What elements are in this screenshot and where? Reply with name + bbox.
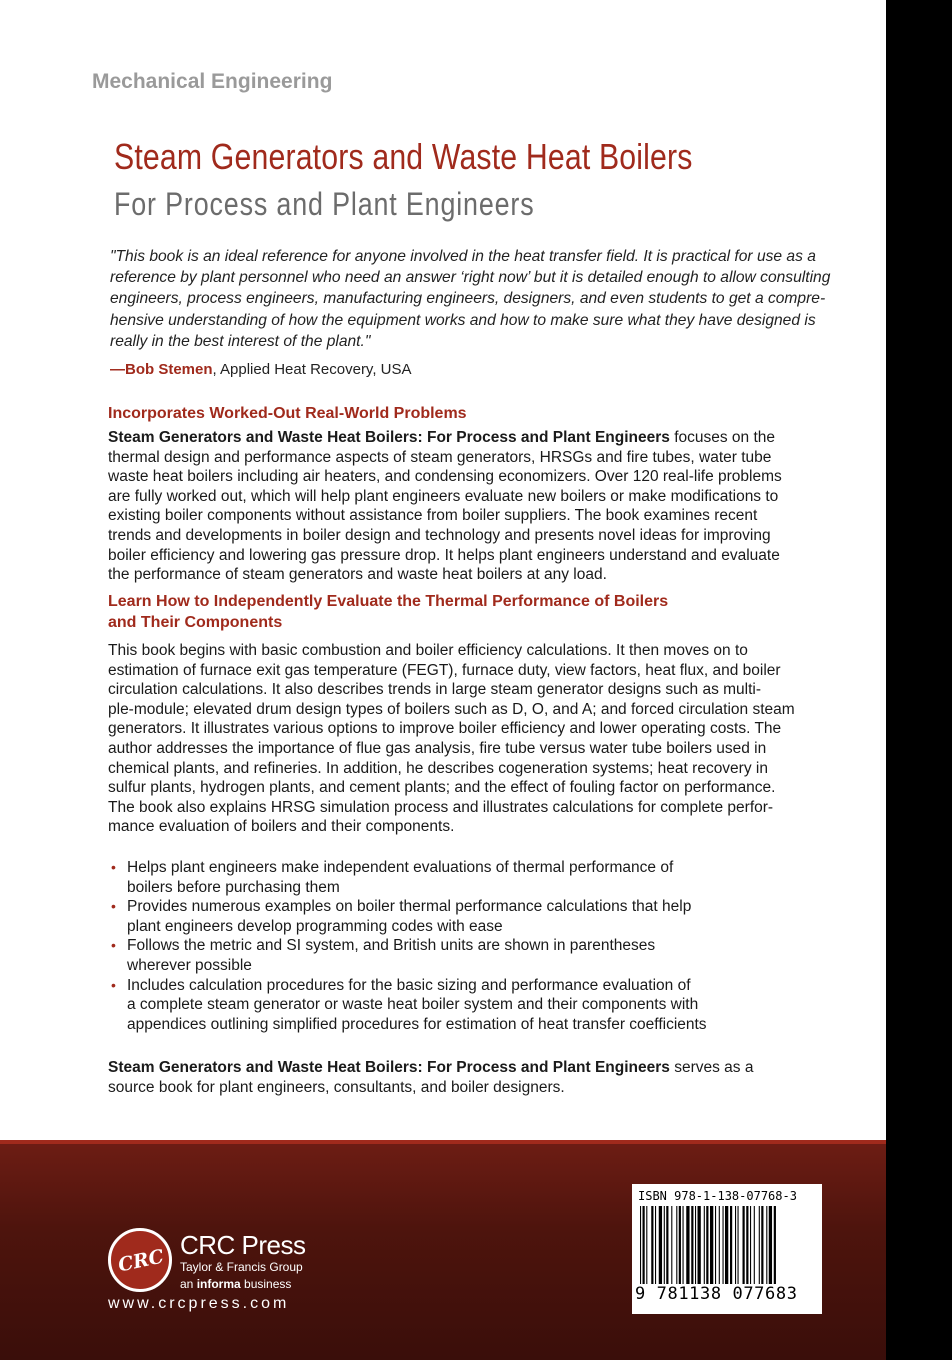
para-line: author addresses the importance of flue gas analysis, fire tube versus water tube boilers used in [108, 739, 767, 757]
para-line: circulation calculations. It also describes trends in large steam generator designs such as multi- [108, 681, 762, 699]
bullet-line: wherever possible [127, 956, 252, 974]
barcode-bar [769, 1206, 772, 1284]
barcode-bar [651, 1206, 653, 1284]
scan-edge [886, 0, 952, 1360]
bullet-line: Includes calculation procedures for the basic sizing and performance evaluation of [127, 976, 691, 994]
barcode-bar [710, 1206, 713, 1284]
barcode-bar [754, 1206, 755, 1284]
barcode-bar [759, 1206, 760, 1284]
bullet-line: appendices outlining simplified procedures for estimation of heat transfer coefficients [127, 1015, 707, 1033]
tagline-suffix: business [240, 1277, 292, 1291]
barcode-bar [743, 1206, 745, 1284]
publisher-website: www.crcpress.com [108, 1295, 290, 1312]
barcode-bar [643, 1206, 645, 1284]
heading-line: and Their Components [108, 614, 283, 631]
barcode-bar [686, 1206, 689, 1284]
quote-line: reference by plant personnel who need an answer ‘right now’ but it is detailed enough to allow consulting [110, 269, 831, 287]
barcode-bar [719, 1206, 720, 1284]
section2-paragraph [108, 641, 848, 837]
closing-paragraph [108, 1058, 848, 1097]
isbn-label: ISBN 978-1-138-07768-3 [638, 1189, 797, 1203]
book-title: Steam Generators and Waste Heat Boilers [114, 136, 693, 177]
category-label: Mechanical Engineering [92, 70, 333, 93]
quote-line: engineers, process engineers, manufacturing engineers, designers, and even students to get a compre- [110, 290, 826, 308]
bullet-line: Helps plant engineers make independent evaluations of thermal performance of [127, 859, 674, 876]
para-line: trends and developments in boiler design and technology and presents novel ideas for improving [108, 526, 771, 544]
section1-paragraph [108, 428, 848, 585]
para-line: mance evaluation of boilers and their components. [108, 818, 455, 836]
para-line: the performance of steam generators and waste heat boilers at any load. [108, 566, 607, 584]
barcode-bar [683, 1206, 684, 1284]
para-line: boiler efficiency and lowering gas pressure drop. It helps plant engineers understand and evaluate [108, 546, 780, 564]
informa-tagline [180, 1277, 291, 1291]
barcode-bars [640, 1206, 814, 1286]
barcode-bar [704, 1206, 705, 1284]
quote-line: "This book is an ideal reference for anyone involved in the heat transfer field. It is practical for use as a [110, 248, 816, 265]
bullet-line: boilers before purchasing them [127, 878, 340, 896]
para-line [108, 428, 848, 448]
quote-attribution [110, 361, 412, 378]
bullet-line: a complete steam generator or waste heat boiler system and their components with [127, 996, 699, 1014]
para-text: serves as a [669, 1059, 754, 1076]
book-title-bold: Steam Generators and Waste Heat Boilers: For Process and Plant Engineers [108, 429, 670, 446]
bullet-line: plant engineers develop programming codes with ease [127, 917, 503, 935]
para-line: chemical plants, and refineries. In addition, he describes cogeneration systems; heat recovery in [108, 759, 768, 777]
bullet-icon: • [111, 898, 116, 915]
bullet-line: Follows the metric and SI system, and British units are shown in parentheses [127, 937, 656, 955]
barcode-bar [666, 1206, 668, 1284]
footer-divider [0, 1140, 886, 1144]
barcode-bar [715, 1206, 716, 1284]
barcode-bar [671, 1206, 672, 1284]
para-line: The book also explains HRSG simulation process and illustrates calculations for complete perfor- [108, 798, 774, 816]
barcode-bar [695, 1206, 696, 1284]
bullet-line: Provides numerous examples on boiler thermal performance calculations that help [127, 898, 692, 916]
barcode-bar [766, 1206, 767, 1284]
book-subtitle: For Process and Plant Engineers [114, 186, 535, 222]
barcode-bar [761, 1206, 763, 1284]
book-title-bold: Steam Generators and Waste Heat Boilers: For Process and Plant Engineers [108, 1059, 670, 1076]
para-line: This book begins with basic combustion and boiler efficiency calculations. It then moves on to [108, 642, 748, 659]
endorsement-quote [110, 246, 850, 352]
attribution-name: —Bob Stemen [110, 361, 213, 378]
tagline-prefix: an [180, 1277, 197, 1291]
bullet-icon: • [111, 976, 116, 993]
tagline-bold: informa [196, 1277, 241, 1291]
attribution-org: , Applied Heat Recovery, USA [212, 361, 412, 378]
barcode-bar [723, 1206, 724, 1284]
para-line: thermal design and performance aspects of steam generators, HRSGs and fire tubes, water tube [108, 448, 772, 466]
barcode-bar [698, 1206, 701, 1284]
para-text: focuses on the [669, 429, 776, 446]
heading-line: Learn How to Independently Evaluate the Thermal Performance of Boilers [108, 593, 669, 610]
para-line: ple-module; elevated drum design types of boilers such as D, O, and A; and forced circulation steam [108, 700, 795, 718]
para-line [108, 1058, 848, 1078]
quote-line: hensive understanding of how the equipment works and how to make sure what they have designed is [110, 311, 816, 329]
para-line: generators. It illustrates various options to improve boiler efficiency and lower operating costs. The [108, 720, 782, 738]
barcode-bar [646, 1206, 647, 1284]
barcode-bar [676, 1206, 677, 1284]
publisher-group: Taylor & Francis Group [180, 1260, 303, 1274]
publisher-name: CRC Press [180, 1230, 306, 1260]
barcode [632, 1184, 822, 1314]
section1-heading: Incorporates Worked-Out Real-World Problems [108, 405, 467, 422]
logo-text: CRC [116, 1245, 166, 1277]
section2-heading [108, 591, 668, 633]
para-line: estimation of furnace exit gas temperature (FEGT), furnace duty, view factors, heat flux, and boiler [108, 661, 781, 679]
barcode-bar [659, 1206, 662, 1284]
barcode-bar [706, 1206, 708, 1284]
para-line: are fully worked out, which will help plant engineers evaluate new boilers or make modifications to [108, 487, 779, 505]
bullet-icon: • [111, 859, 116, 875]
barcode-bar [725, 1206, 728, 1284]
list-item [108, 897, 808, 936]
barcode-bar [679, 1206, 681, 1284]
list-item [108, 858, 808, 897]
para-line: waste heat boilers including air heaters, and condensing economizers. Over 120 real-life problems [108, 468, 782, 486]
crc-logo-icon [108, 1228, 172, 1292]
barcode-bar [640, 1206, 641, 1284]
barcode-bar [774, 1206, 776, 1284]
list-item [108, 936, 808, 975]
bullet-icon: • [111, 937, 116, 954]
barcode-bar [691, 1206, 693, 1284]
barcode-bar [735, 1206, 736, 1284]
list-item [108, 976, 808, 1035]
barcode-bar [664, 1206, 665, 1284]
barcode-bar [746, 1206, 748, 1284]
barcode-bar [738, 1206, 739, 1284]
para-line: existing boiler components without assistance from boiler suppliers. The book examines recent [108, 507, 758, 525]
barcode-bar [730, 1206, 732, 1284]
barcode-bar [750, 1206, 751, 1284]
quote-line: really in the best interest of the plant." [110, 332, 371, 350]
barcode-number: 9 781138 077683 [635, 1284, 798, 1304]
para-line: source book for plant engineers, consultants, and boiler designers. [108, 1078, 565, 1096]
barcode-bar [655, 1206, 656, 1284]
para-line: sulfur plants, hydrogen plants, and cement plants; and the effect of fouling factor on performance. [108, 779, 776, 797]
feature-list [108, 858, 808, 1034]
